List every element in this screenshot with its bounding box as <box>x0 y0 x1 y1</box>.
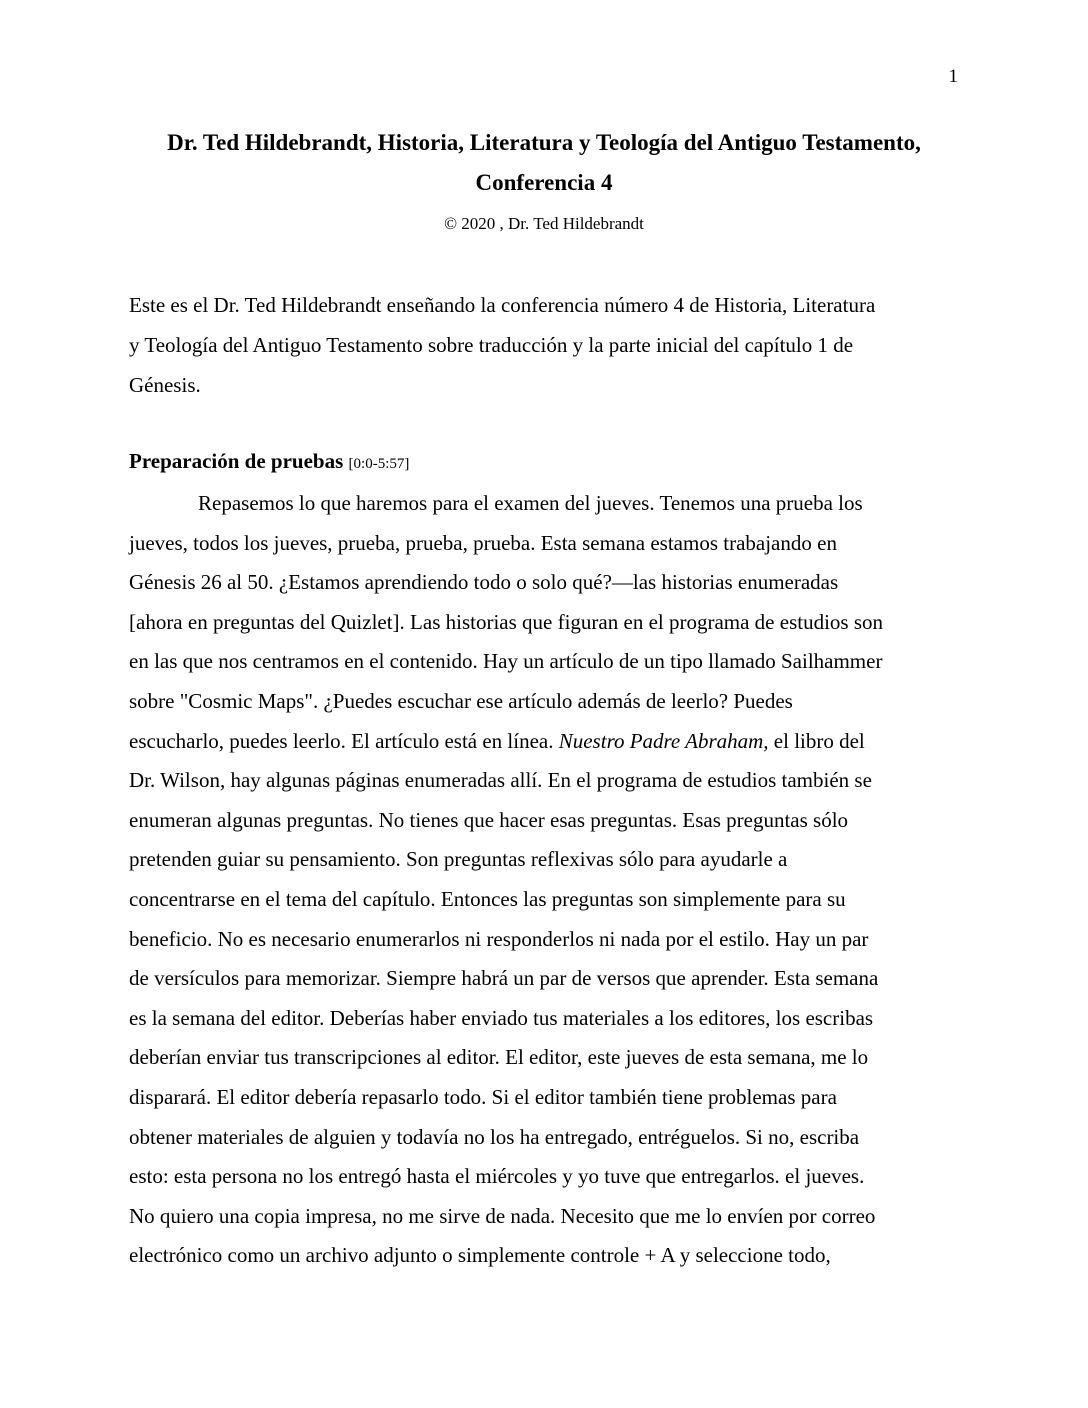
body-line: es la semana del editor. Deberías haber enviado tus materiales a los editores, los escribas <box>129 1005 874 1030</box>
body-line: pretenden guiar su pensamiento. Son preguntas reflexivas sólo para ayudarle a <box>129 847 788 872</box>
intro-line: Génesis. <box>129 373 201 397</box>
body-line: jueves, todos los jueves, prueba, prueba, prueba. Esta semana estamos trabajando en <box>129 530 837 555</box>
body-line: beneficio. No es necesario enumerarlos ni responderlos ni nada por el estilo. Hay un par <box>129 926 869 951</box>
body-line: enumeran algunas preguntas. No tienes que hacer esas preguntas. Esas preguntas sólo <box>129 807 849 832</box>
page-number: 1 <box>948 66 958 87</box>
body-line: de versículos para memorizar. Siempre habrá un par de versos que aprender. Esta semana <box>129 966 879 991</box>
body-line: Dr. Wilson, hay algunas páginas enumeradas allí. En el programa de estudios también se <box>129 768 872 793</box>
body-line: Génesis 26 al 50. ¿Estamos aprendiendo todo o solo qué?—las historias enumeradas <box>129 570 839 595</box>
body-line: electrónico como un archivo adjunto o simplemente controle + A y seleccione todo, <box>129 1243 831 1268</box>
section-title: Preparación de pruebas <box>129 449 344 473</box>
title-line-1: Dr. Ted Hildebrandt, Historia, Literatura y Teología del Antiguo Testamento, <box>167 130 921 155</box>
body-text-segment: escucharlo, puedes leerlo. El artículo está en línea. <box>129 728 559 753</box>
section-heading <box>129 446 409 479</box>
intro-paragraph <box>129 285 969 405</box>
body-line: obtener materiales de alguien y todavía no los ha entregado, entréguelos. Si no, escriba <box>129 1124 860 1149</box>
body-paragraph <box>129 484 969 1276</box>
intro-line: y Teología del Antiguo Testamento sobre traducción y la parte inicial del capítulo 1 de <box>129 333 854 357</box>
body-line: [ahora en preguntas del Quizlet]. Las historias que figuran en el programa de estudios son <box>129 609 884 634</box>
body-line: en las que nos centramos en el contenido. Hay un artículo de un tipo llamado Sailhammer <box>129 649 883 674</box>
intro-line: Este es el Dr. Ted Hildebrandt enseñando la conferencia número 4 de Historia, Literatura <box>129 293 876 317</box>
body-line: No quiero una copia impresa, no me sirve de nada. Necesito que me lo envíen por correo <box>129 1203 876 1228</box>
body-line: disparará. El editor debería repasarlo todo. Si el editor también tiene problemas para <box>129 1084 837 1109</box>
copyright-notice: © 2020 , Dr. Ted Hildebrandt <box>444 214 644 233</box>
body-line <box>129 722 969 762</box>
body-line: concentrarse en el tema del capítulo. Entonces las preguntas son simplemente para su <box>129 886 846 911</box>
section-timestamp: [0:0-5:57] <box>348 456 410 472</box>
document-title <box>100 123 988 203</box>
book-title: Nuestro Padre Abraham, <box>558 728 769 753</box>
body-line: esto: esta persona no los entregó hasta el miércoles y yo tuve que entregarlos. el jueves. <box>129 1164 865 1189</box>
title-line-2: Conferencia 4 <box>475 170 613 195</box>
body-text-segment: el libro del <box>768 728 865 753</box>
body-line: deberían enviar tus transcripciones al editor. El editor, este jueves de esta semana, me lo <box>129 1045 869 1070</box>
body-line: Repasemos lo que haremos para el examen del jueves. Tenemos una prueba los <box>198 491 863 515</box>
body-line: sobre "Cosmic Maps". ¿Puedes escuchar ese artículo además de leerlo? Puedes <box>129 688 793 713</box>
